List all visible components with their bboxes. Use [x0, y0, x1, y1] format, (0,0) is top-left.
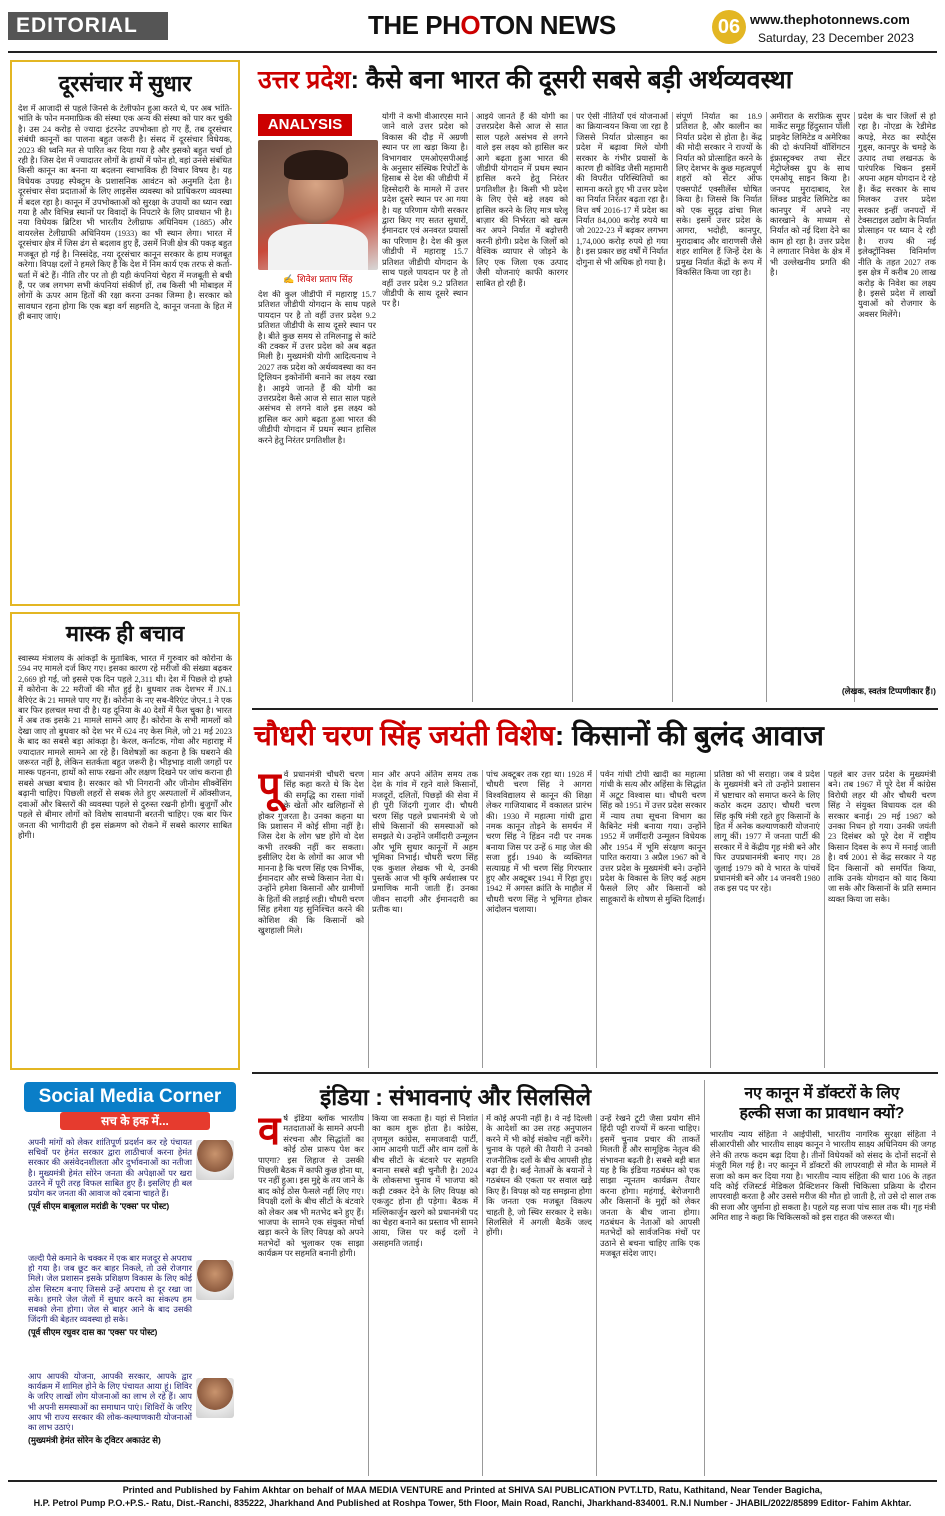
social-post-author: (पूर्व सीएम बाबूलाल मरांडी के 'एक्स' पर पोस्ट) — [28, 1201, 170, 1212]
social-post-text: जल्दी पैसे कमाने के चक्कर में एक बार मजदूर से अपराध हो गया है। जब छूट कर बाहर निकले, तो उसे रोजगार मिले। जेल प्रशासन इसके प्रशिक्षण विकास के लिए कोई ठोस सिस्टम बनाए जिससे उन्हें अपराध से दूर रखा जा सके। हमारे जेल जेलों में सुधार करने का संकल्प हम सबको लेना होगा। जेल से बाहर आने के बाद उसकी जिंदगी की बेहतर व्यवस्था हो सके। — [28, 1254, 192, 1325]
footer-rule — [8, 1480, 937, 1482]
headline-text: : किसानों की बुलंद आवाज — [554, 720, 824, 751]
imprint-footer — [8, 1484, 937, 1510]
editorial-body-telecom: देश में आजादी से पहले जिनसे के टेलीफोन हुआ करते थे, पर अब भांति-भांति के फोन मनमाफ़िक की संस्था एक अन्य की संस्था को पार कर चुकी है। उस 24 करोड़ से ज्यादा इंटरनेट उपभोक्ता हो गए हैं, तब दूरसंचार संबंधी कानूनों का पालना बहुत जरूरी है। संसद में दूरसंचार विधेयक, 2023 की ध्वनि मत से पारित कर दिया गया है और इसको बहुत चर्चा हो रही है। जिस देश में ज्यादातर लोगों के हाथों में फोन हो, वहां उनसे संबंधित किसी कानून का बनना या बदलना स्वाभाविक ही विचार विषय है। यह विधेयक उपग्रह स्पेक्ट्रम के प्रशासनिक आवंटन को अनुमति देता है। दूरसंचार सेवा प्रदाताओं के लिए लाइसेंस व्यवस्था को प्राधिकरण व्यवस्था में बदल रहा है। कानून में उपभोक्ताओं को सुरक्षा के उपायों का ध्यान रखा गया है और विभिन्न स्थानों पर विवादों के निपटारे के लिए प्रावधान भी है। नया विधेयक ब्रिटिश भी भारतीय टेलीग्राफ अधिनियम (1885) और वायरलेस टेलीग्राफी अधिनियम (1933) का भी स्थान लेगा। भारत में दूरसंचार क्षेत्र में जिस ढंग से बदलाव हुए हैं, उसमें निजी क्षेत्र की पकड़ बहुत मजबूत हो गई है। निस्संदेह, नया दूरसंचार कानून सरकार के हाथ मजबूत करेगा। विपक्ष दलों ने हमले किए हैं कि देश में निम कार्य एक तरफ से कर्ता-धर्ता में बंटे हैं। नीति तौर पर तो ही यही कंपनियां चेहरा में मजबूती से बची हैं, पर जब लगभग सभी कंपनियां संकीर्ण हों, तब किसी भी मोबाइल में लोगों के ऊपर आम हितों की रक्षा करना उनका जिम्मा है। सरकार को सावधान रहना होगा कि एक बड़ा वर्ग सहमति दे, कानून जनता के हित में ही बनाए जाएं। — [18, 104, 232, 322]
page-number-badge: 06 — [712, 10, 746, 44]
section-label: EDITORIAL — [8, 12, 168, 40]
social-post-author: (मुख्यमंत्री हेमंत सोरेन के ट्विटर अकाउंट से) — [28, 1435, 161, 1446]
masthead — [368, 10, 616, 41]
article2-column-4: पर्वन गांधी टोपी खादी का महात्मा गांधी के सत्य और अहिंसा के सिद्धांत में अटूट विश्वास था। चौधरी चरण सिंह को 1951 में उत्तर प्रदेश सरकार में न्याय तथा सूचना विभाग का कैबिनेट मंत्री बनाया गया। उन्होंने 1952 में जमींदारी उन्मूलन विधेयक और 1954 में भूमि संरक्षण कानून पारित कराया। 3 अप्रैल 1967 को वे उत्तर प्रदेश के मुख्यमंत्री बने। उन्होंने प्रदेश के विकास के लिए कई अहम फैसले लिए और किसानों को साहूकारों के शोषण से मुक्ति दिलाई। — [600, 770, 706, 904]
dropcap: पू — [258, 770, 281, 809]
imprint-line-1: Printed and Published by Fahim Akhtar on behalf of MAA MEDIA VENTURE and Printed at SHIVA SAI PUBLICATION PVT.LTD, Ratu, Kathitand, Near Tender Bagicha, — [122, 1485, 823, 1495]
header-rule — [8, 51, 937, 53]
masthead-part-1: THE PH — [368, 10, 461, 40]
article1-column-1b: देश की कुल जीडीपी में महाराष्ट्र 15.7 प्रतिशत जीडीपी योगदान के साथ पहले पायदान पर है तो वहीं उत्तर प्रदेश 9.2 प्रतिशत जीडीपी के साथ दूसरे स्थान पर है। बीते कुछ समय से तमिलनाडु से कांटे की टक्कर में उत्तर प्रदेश को अब बढ़त मिली है। मुख्यमंत्री योगी आदित्यनाथ ने 2027 तक प्रदेश को अर्थव्यवस्था का वन ट्रिलियन इकोनॉमी बनाने का लक्ष्य रखा है। आइये जानते हैं की योगी का उत्तरप्रदेश कैसे आज से सात साल पहले असंभव से लगने वाले इस लक्ष्य को हासिल कर आगे बढ़ता हुआ भारत की जीडीपी योगदान में प्रथम स्थान हासिल करने हेतु निरंतर प्रगतिशील है। — [258, 290, 376, 445]
editorial-title-mask: मास्क ही बचाव — [65, 621, 185, 646]
social-post-3 — [28, 1372, 192, 1446]
editorial-box-telecom — [10, 60, 240, 606]
article1-column-3: पर ऐसी नीतियाँ एवं योजनाओं का क्रियान्वयन किया जा रहा है जिससे निर्यात प्रोत्साहन का प्रदेश में बढ़ावा मिले योगी सरकार के गंभीर प्रयासों के कारण ही कोविड जैसी महामारी की विपरीत परिस्थितियों का सामना करते हुए भी उत्तर प्रदेश का निर्यात निरंतर बढ़ता रहा है। वित्त वर्ष 2016-17 में प्रदेश का निर्यात 84,000 करोड़ रुपये था जो 2022-23 में बढ़कर लगभग 1,74,000 करोड़ रुपये हो गया है। इस प्रकार छह वर्षों में निर्यात दोगुना से भी अधिक हो गया है। — [576, 112, 668, 267]
article1-column-6: प्रदेश के चार जिलों से हो रहा है। नोएडा के रेडीमेड कपड़े, मेरठ का स्पोर्ट्स गुड्स, कानपुर के चमड़े के उत्पाद तथा लखनऊ के पारंपरिक चिकन इसमें अपना अहम योगदान दे रहे हैं। केंद्र सरकार के साथ मिलकर उत्तर प्रदेश सरकार इन्हीं जनपदों में टेक्सटाइल उद्योग के निर्यात प्रोत्साहन पर ध्यान दे रही है। राज्य की नई इलेक्ट्रॉनिक्स विनिर्माण नीति के तहत 2027 तक इस क्षेत्र में करीब 20 लाख करोड़ के निवेश का लक्ष्य है। इससे प्रदेश में लाखों युवाओं को रोजगार के अवसर मिलेंगे। — [858, 112, 936, 319]
article-doctors-headline — [708, 1084, 936, 1124]
avatar — [196, 1378, 234, 1418]
article2-column-5: प्रतिष्ठा को भी सराहा। जब वे प्रदेश के मुख्यमंत्री बने तो उन्होंने प्रशासन में भ्रष्टाचार को समाप्त करने के लिए कठोर कदम उठाए। चौधरी चरण सिंह कृषि मंत्री रहते हुए किसानों के हित में अनेक कल्याणकारी योजनाएं लागू कीं। 1977 में जनता पार्टी की सरकार में वे केंद्रीय गृह मंत्री बने और फिर उपप्रधानमंत्री बनाए गए। 28 जुलाई 1979 को वे भारत के पांचवें प्रधानमंत्री बने और 14 जनवरी 1980 तक इस पद पर रहे। — [714, 770, 820, 894]
headline-line-1: नए कानून में डॉक्टरों के लिए — [744, 1085, 900, 1102]
page-header — [8, 6, 937, 50]
article1-column-5: अमीरात के सरफ़िक सुपर मार्केट समूह हिंदुस्तान पॉली प्राइवेट लिमिटेड व अमेरिका की दो कंपनियों वॉशिंगटन इंफ्रास्ट्रक्चर तथा सेंटर मेट्रोप्लेक्स ग्रुप के साथ एमओयू साइन किया है। जनपद मुरादाबाद, रेल लिंक्ड प्राइवेट लिमिटेड का कानपुर में अपने नए कारखाने के माध्यम से निर्यात को नई दिशा देने का काम हो रहा है। उत्तर प्रदेश ने लगातार निवेश के क्षेत्र में भी उल्लेखनीय प्रगति की है। — [770, 112, 850, 278]
article-uttar-pradesh-headline — [258, 62, 938, 96]
article3-column-4: उन्हें रेखने टूटी जैसा प्रयोग सीने हिंदी पट्टी राज्यों में करना चाहिए। इसमें चुनाव प्रचार की ताकतें मिलती हैं और सामूहिक नेतृत्व की संभावना बढ़ती है। सबसे बड़ी बात यह है कि इंडिया गठबंधन को एक साझा न्यूनतम कार्यक्रम तैयार करना होगा। महंगाई, बेरोजगारी और किसानों के मुद्दों को लेकर जनता के बीच जाना होगा। गठबंधन के नेताओं को आपसी मतभेदों को सार्वजनिक मंचों पर उठाने से बचना चाहिए ताकि एक मजबूत संदेश जाए। — [600, 1114, 700, 1259]
article3-column-3: में कोई अपनी नहीं है। वे नई दिल्ली के आदेशों का उस तरह अनुपालन करने में भी कोई संकोच नहीं करेंगे। चुनाव के पहले की तैयारी ने उनको राजनीतिक दलों के बीच आपसी होड़ बढ़ा दी है। कई नेताओं के बयानों ने गठबंधन की एकता पर सवाल खड़े किए हैं। विपक्ष को यह समझना होगा कि जनता एक मजबूत विकल्प चाहती है, जो स्थिर सरकार दे सके। सिलसिले में अगली बैठकें जल्द होंगी। — [486, 1114, 592, 1238]
social-post-author: (पूर्व सीएम रघुवर दास का 'एक्स' पर पोस्ट) — [28, 1327, 158, 1338]
article1-column-2: आइये जानते हैं की योगी का उत्तरप्रदेश कैसे आज से सात साल पहले असंभव से लगने वाले इस लक्ष्य को हासिल कर आगे बढ़ता हुआ भारत की जीडीपी योगदान में प्रथम स्थान हासिल करने हेतु निरंतर प्रगतिशील है। किसी भी प्रदेश के लिए ऐसे बड़े लक्ष्य को हासिल करने के लिए मात्र घरेलू बाज़ार की निर्भरता को खत्म कर अपने निर्यात में बढ़ोत्तरी करनी होगी। प्रदेश के जिलों को वैश्विक व्यापार से जोड़ने के लिए एक जिला एक उत्पाद जैसी योजनाएं काफी कारगर साबित हो रही हैं। — [476, 112, 568, 288]
article4-body: भारतीय न्याय संहिता ने आईपीसी, भारतीय नागरिक सुरक्षा संहिता ने सीआरपीसी और भारतीय साक्ष्य कानून ने भारतीय साक्ष्य अधिनियम की जगह लेने की तरफ कदम बढ़ा दिया है। तीनों विधेयकों को संसद के दोनों सदनों से मंजूरी मिल गई है। नए कानून में डॉक्टरों की लापरवाही से मौत के मामले में सजा को कम कर दिया गया है। भारतीय न्याय संहिता की धारा 106 के तहत यदि कोई रजिस्टर्ड मेडिकल प्रैक्टिशनर किसी चिकित्सा प्रक्रिया के दौरान लापरवाही करता है और उससे मरीज की मौत हो जाती है, तो उसे दो साल तक की सजा और जुर्माना हो सकता है। पहले यह सजा पांच साल तक थी। गृह मंत्री अमित शाह ने कहा कि चिकित्सकों को इस राहत की जरूरत थी। — [710, 1130, 936, 1223]
website-link[interactable]: www.thephotonnews.com — [750, 12, 910, 27]
editorial-title-telecom: दूरसंचार में सुधार — [58, 71, 192, 96]
headline-line-2: हल्की सजा का प्रावधान क्यों? — [739, 1105, 905, 1122]
author-photo — [258, 140, 378, 270]
analysis-tag: ANALYSIS — [258, 114, 352, 136]
social-post-text: आप आपकी योजना, आपकी सरकार, आपके द्वार कार्यक्रम में शामिल होने के लिए पंचायत आया हूं। शिविर के जरिए लाखों लोग योजनाओं का लाभ ले रहे हैं। आप भी अपनी समस्याओं का समाधान पाएं। शिविरों के जरिए आप भी राज्य सरकार की लोक-कल्याणकारी योजनाओं का लाभ उठाएं। — [28, 1372, 192, 1433]
social-post-2 — [28, 1254, 192, 1338]
social-post-text: अपनी मांगों को लेकर शांतिपूर्ण प्रदर्शन कर रहे पंचायत सचिवों पर हेमंत सरकार द्वारा लाठीचार्ज करना हेमंत सरकार की असंवेदनशीलता और दुर्भावनाओं का नतीजा है। मुख्यमंत्री हेमंत सोरेन जनता की अपेक्षाओं पर खरा उतरने में पूरी तरह विफल साबित हुए हैं। इसलिए ही बल प्रयोग कर जनता की आवाज को दबाना चाहते हैं। — [28, 1138, 192, 1199]
article2-column-1: पूर्व प्रधानमंत्री चौधरी चरण सिंह कहा करते थे कि देश की समृद्धि का रास्ता गांवों के खेतों और खलिहानों से होकर गुजरता है। उनका कहना था कि प्रशासन में कोई सीमा नहीं है। जिस देश के लोग भ्रष्ट होंगे वो देश कभी तरक्की नहीं कर सकता। इसीलिए देश के लोगों का आज भी मानना है कि चरण सिंह एक निर्भीक, ईमानदार और सच्चे किसान नेता थे। उन्होंने हमेशा किसानों और ग्रामीणों के हितों की लड़ाई लड़ी। चौधरी चरण सिंह हमेशा यह सुनिश्चित करने की कोशिश की कि किसानों को खुशहाली मिले। — [258, 770, 364, 936]
issue-date: Saturday, 23 December 2023 — [758, 31, 914, 45]
author-byline: ✍ शिवेश प्रताप सिंह — [283, 274, 353, 284]
avatar — [196, 1140, 234, 1180]
article1-column-4: संपूर्ण निर्यात का 18.9 प्रतिशत है, और कालीन का निर्यात प्रदेश से होता है। केंद्र की मोदी सरकार ने राज्यों के निर्यात को प्रोत्साहित करने के लिए देशभर के कुछ महत्वपूर्ण शहरों को सेंटर ऑफ एक्सपोर्ट एक्सीलेंस घोषित किया है। जिससे कि निर्यात को एक सुदृढ़ ढांचा मिल सके। इसमें उत्तर प्रदेश के आगरा, भदोही, कानपुर, मुरादाबाद और वाराणसी जैसे शहर शामिल हैं जिन्हें देश के प्रमुख निर्यात केंद्रों के रूप में विकसित किया जा रहा है। — [676, 112, 762, 278]
article2-column-3: पांच अक्टूबर तक रहा था। 1928 में चौधरी चरण सिंह ने आगरा विश्वविद्यालय से कानून की शिक्षा लेकर गाजियाबाद में वकालत प्रारंभ की। 1930 में महात्मा गांधी द्वारा नमक कानून तोड़ने के समर्थन में चरण सिंह ने हिंडन नदी पर नमक बनाया जिस पर उन्हें 6 माह जेल की सजा हुई। 1940 के व्यक्तिगत सत्याग्रह में भी चरण सिंह गिरफ्तार हुए और अक्टूबर 1941 में रिहा हुए। 1942 में अगस्त क्रांति के माहौल में चौधरी चरण सिंह ने भूमिगत होकर आंदोलन चलाया। — [486, 770, 592, 915]
article2-column-2: मान और अपने अंतिम समय तक देश के गांव में रहने वाले किसानों, मजदूरों, दलितों, पिछड़ों की सेवा में ही पूरी जिंदगी गुजार दी। चौधरी चरण सिंह पहले प्रधानमंत्री थे जो सीधे किसानों की समस्याओं को समझते थे। उन्होंने जमींदारी उन्मूलन और भूमि सुधार कानूनों में अहम भूमिका निभाई। चौधरी चरण सिंह एक कुशल लेखक भी थे, उनकी पुस्तकें आज भी कृषि अर्थशास्त्र पर प्रमाणिक मानी जाती हैं। उनका जीवन सादगी और ईमानदारी का प्रतीक था। — [372, 770, 478, 915]
article1-column-1: योगी ने कभी वीआरएस माने जाने वाले उत्तर प्रदेश को विकास की दौड़ में अग्रणी स्थान पर ला खड़ा किया है। विभागवार एमओएसपीआई के अनुसार संस्थिक रिपोर्टों के हिसाब से देश की जीडीपी में हिस्सेदारी के मामले में उत्तर प्रदेश दूसरे स्थान पर आ गया है। यह परिणाम योगी सरकार द्वारा किए गए सतत सुधारों, ईमानदार एवं अनवरत प्रयासों का परिणाम है। देश की कुल जीडीपी में महाराष्ट्र 15.7 प्रतिशत जीडीपी योगदान के साथ पहले पायदान पर है तो वहीं उत्तर प्रदेश 9.2 प्रतिशत जीडीपी के साथ दूसरे स्थान पर है। — [382, 112, 468, 309]
article-charan-singh-headline — [254, 716, 938, 754]
masthead-logo-o: O — [460, 10, 481, 40]
headline-prefix: चौधरी चरण सिंह जयंती विशेष — [254, 720, 555, 751]
headline-prefix: उत्तर प्रदेश — [258, 66, 351, 94]
editorial-box-mask — [10, 612, 240, 1070]
imprint-line-2: H.P. Petrol Pump P.O.+P.S.- Ratu, Dist.-Ranchi, 835222, Jharkhand And Published at Roshpa Tower, 5th Floor, Main Road, Ranchi, Jharkhand-834001. R.N.I Number - JHABIL/2022/85899 Editor- Fahim Akhtar. — [33, 1498, 912, 1508]
social-media-corner-title: Social Media Corner — [24, 1082, 236, 1112]
article1-signoff: (लेखक, स्वतंत्र टिप्पणीकार हैं।) — [841, 686, 936, 696]
article3-column-1: वर्ष इंडिया ब्लॉक भारतीय मतदाताओं के सामने अपनी संरचना और सिद्धांतों का कोई ठोस प्रारूप पेश कर पाएगा? इस लिहाज से उसकी पिछली बैठक में काफी कुछ होना था, पर नहीं हुआ। इस मुद्दे के तय जाने के बाद कोई ठोस फैसले नहीं लिए गए। विपक्षी दलों के बीच सीटों के बंटवारे को लेकर अब भी मतभेद बने हुए हैं। भाजपा के सामने एक संयुक्त मोर्चा खड़ा करने के लिए विपक्ष को अपने मतभेदों को भुलाकर एक साझा कार्यक्रम पर सहमति बनानी होगी। — [258, 1114, 364, 1259]
dropcap: व — [258, 1114, 281, 1153]
article-india-headline: इंडिया : संभावनाएं और सिलसिले — [320, 1084, 592, 1110]
article3-column-2: किया जा सकता है। यहां से निशांत का काम शुरू होता है। कांग्रेस, तृणमूल कांग्रेस, समाजवादी पार्टी, आम आदमी पार्टी और वाम दलों के बीच सीटों के बंटवारे पर सहमति बनाना सबसे बड़ी चुनौती है। 2024 के लोकसभा चुनाव में भाजपा को कड़ी टक्कर देने के लिए विपक्ष को एकजुट होना ही पड़ेगा। बैठक में मल्लिकार्जुन खरगे को प्रधानमंत्री पद का चेहरा बनाने का प्रस्ताव भी सामने आया, जिस पर कई दलों ने असहमति जताई। — [372, 1114, 478, 1248]
avatar — [196, 1260, 234, 1300]
masthead-part-2: TON NEWS — [480, 10, 616, 40]
headline-text: : कैसे बना भारत की दूसरी सबसे बड़ी अर्थव्यवस्था — [350, 66, 793, 94]
article2-column-6: पहले बार उत्तर प्रदेश के मुख्यमंत्री बने। तब 1967 में पूरे देश में कांग्रेस विरोधी लहर थी और चौधरी चरण सिंह ने संयुक्त विधायक दल की सरकार बनाई। 29 मई 1987 को उनका निधन हो गया। उनकी जयंती 23 दिसंबर को पूरे देश में राष्ट्रीय किसान दिवस के रूप में मनाई जाती है। वर्ष 2001 से केंद्र सरकार ने यह दिन किसानों को समर्पित किया, ताकि उनके योगदान को याद किया जा सके और किसानों के प्रति सम्मान व्यक्त किया जा सके। — [828, 770, 936, 904]
editorial-body-mask: स्वास्थ्य मंत्रालय के आंकड़ों के मुताबिक, भारत में गुरुवार को कोरोना के 594 नए मामले दर्ज किए गए। इसका कारण रहे मरीजों की संख्या बढ़कर 2,669 हो गई, जो इससे एक दिन पहले 2,311 थी। देश में पिछले दो हफ्ते में कोरोना के 22 मरीजों की मौत हुई है। बुधवार तक देशभर में JN.1 वैरिएंट के 21 मामले पाए गए हैं। कोरोना के नए सब-वैरिएंट जेएन.1 ने एक बार फिर हलचल मचा दी है। यह दुनिया के 40 देशों में फैल चुका है। भारत में अब तक इसके 21 मामले सामने आए हैं। कोरोना के सभी मामलों को देखा जाए तो बुधवार को देश भर में 624 नए केस मिले, जो 21 मई 2023 के बाद का सबसे बड़ा आंकड़ा है। केरल, कर्नाटक, गोवा और महाराष्ट्र में ज्यादातर मामले सामने आ रहे हैं। विशेषज्ञों का कहना है कि घबराने की जरूरत नहीं है, लेकिन सतर्कता बहुत जरूरी है। भीड़भाड़ वाली जगहों पर मास्क पहनना, हाथों को साफ रखना और लक्षण दिखने पर जांच कराना ही सबसे अच्छा बचाव है। सरकार को भी निगरानी और जीनोम सीक्वेंसिंग बढ़ानी चाहिए। पिछली लहरों से सबक लेते हुए अस्पतालों में ऑक्सीजन, दवाओं और बिस्तरों की व्यवस्था पहले से दुरुस्त रखनी होगी। बुजुर्गों और पहले से बीमार लोगों को विशेष सावधानी बरतनी चाहिए। एक बार फिर जनता की भागीदारी ही इस संक्रमण को रोकने में सबसे कारगर साबित होगी। — [18, 654, 232, 840]
social-media-corner-subtitle: सच के हक में... — [60, 1112, 210, 1130]
social-post-1 — [28, 1138, 192, 1212]
